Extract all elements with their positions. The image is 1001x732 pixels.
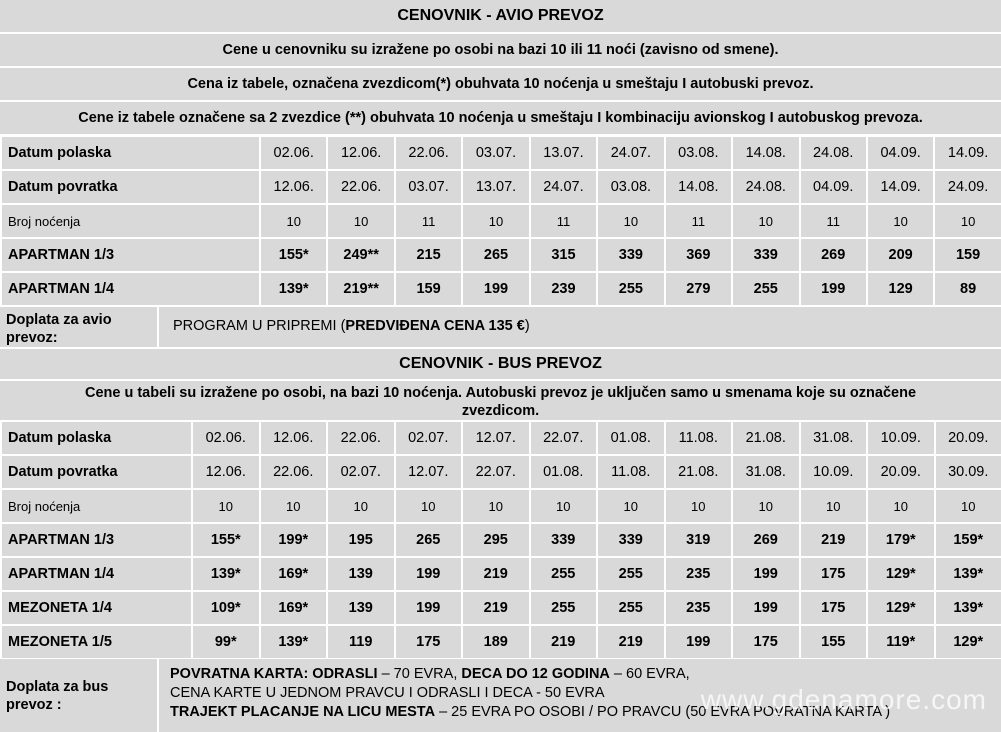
avio-cell: 339 [597, 238, 664, 272]
avio-cell: 255 [597, 272, 664, 306]
avio-row-label: Broj noćenja [1, 204, 260, 238]
bus-cell: 155 [800, 625, 868, 659]
avio-note-3: Cene iz tabele označene sa 2 zvezdice (**) obuhvata 10 noćenja u smeštaju I kombinaciju avionskog I autobuskog prevoza. [0, 102, 1001, 134]
bus-cell: 31.08. [732, 455, 800, 489]
bus-row [1, 455, 1001, 489]
bus-cell: 109* [192, 591, 260, 625]
bus-cell: 10 [732, 489, 800, 523]
bus-cell: 11.08. [665, 421, 733, 455]
bus-cell: 189 [462, 625, 530, 659]
bus-cell: 12.06. [260, 421, 328, 455]
bus-cell: 139* [935, 557, 1001, 591]
avio-row-label: APARTMAN 1/4 [1, 272, 260, 306]
bus-cell: 119 [327, 625, 395, 659]
avio-cell: 10 [462, 204, 529, 238]
avio-cell: 03.07. [395, 170, 462, 204]
avio-cell: 279 [665, 272, 732, 306]
bus-cell: 195 [327, 523, 395, 557]
bus-cell: 175 [800, 591, 868, 625]
avio-cell: 13.07. [530, 136, 597, 170]
bus-cell: 265 [395, 523, 463, 557]
avio-doplata-close: ) [524, 318, 530, 334]
bus-cell: 10 [462, 489, 530, 523]
bus-cell: 199 [395, 557, 463, 591]
avio-cell: 315 [530, 238, 597, 272]
avio-note-2: Cena iz tabele, označena zvezdicom(*) obuhvata 10 noćenja u smeštaju I autobuski prevoz. [0, 68, 1001, 100]
avio-cell: 10 [597, 204, 664, 238]
bus-cell: 339 [597, 523, 665, 557]
avio-cell: 199 [800, 272, 867, 306]
avio-cell: 89 [934, 272, 1001, 306]
avio-doplata-label-line2: prevoz: [6, 330, 58, 346]
bus-cell: 219 [530, 625, 598, 659]
bus-cell: 129* [935, 625, 1001, 659]
bus-cell: 21.08. [732, 421, 800, 455]
avio-cell: 209 [867, 238, 934, 272]
avio-cell: 219** [327, 272, 394, 306]
bus-cell: 22.06. [260, 455, 328, 489]
bus-cell: 139* [935, 591, 1001, 625]
bus-cell: 01.08. [597, 421, 665, 455]
bus-row [1, 489, 1001, 523]
avio-row-label: Datum polaska [1, 136, 260, 170]
bus-cell: 10 [530, 489, 598, 523]
avio-row-label: Datum povratka [1, 170, 260, 204]
avio-cell: 11 [530, 204, 597, 238]
bus-cell: 10 [665, 489, 733, 523]
bus-cell: 10 [935, 489, 1001, 523]
avio-cell: 22.06. [327, 170, 394, 204]
bus-cell: 10 [192, 489, 260, 523]
avio-cell: 24.09. [934, 170, 1001, 204]
bus-cell: 219 [462, 557, 530, 591]
bus-cell: 119* [867, 625, 935, 659]
bus-cell: 22.06. [327, 421, 395, 455]
avio-cell: 239 [530, 272, 597, 306]
bus-cell: 175 [732, 625, 800, 659]
bus-cell: 219 [800, 523, 868, 557]
bus-cell: 30.09. [935, 455, 1001, 489]
bus-cell: 199 [732, 557, 800, 591]
return-ticket-adults-price: – 70 EVRA, [377, 666, 462, 682]
bus-cell: 129* [867, 557, 935, 591]
avio-cell: 12.06. [260, 170, 327, 204]
bus-cell: 12.06. [192, 455, 260, 489]
bus-doplata-label [0, 659, 157, 732]
bus-cell: 175 [800, 557, 868, 591]
bus-cell: 235 [665, 591, 733, 625]
bus-cell: 139* [192, 557, 260, 591]
avio-cell: 03.08. [597, 170, 664, 204]
avio-doplata-label-line1: Doplata za avio [6, 312, 112, 328]
avio-cell: 155* [260, 238, 327, 272]
avio-cell: 255 [732, 272, 799, 306]
avio-cell: 369 [665, 238, 732, 272]
bus-row-label: APARTMAN 1/3 [1, 523, 192, 557]
bus-cell: 255 [597, 591, 665, 625]
bus-row-label: Datum polaska [1, 421, 192, 455]
bus-note-line2: zvezdicom. [461, 403, 540, 419]
avio-doplata-price: PREDVIĐENA CENA 135 € [345, 318, 525, 334]
avio-cell: 14.08. [732, 136, 799, 170]
bus-cell: 199 [395, 591, 463, 625]
avio-row [1, 204, 1001, 238]
avio-cell: 10 [934, 204, 1001, 238]
bus-cell: 20.09. [935, 421, 1001, 455]
ferry-payment: TRAJEKT PLACANJE NA LICU MESTA [170, 704, 436, 720]
avio-cell: 12.06. [327, 136, 394, 170]
avio-cell: 24.08. [732, 170, 799, 204]
bus-cell: 99* [192, 625, 260, 659]
bus-cell: 11.08. [597, 455, 665, 489]
bus-row-label: APARTMAN 1/4 [1, 557, 192, 591]
bus-cell: 169* [260, 591, 328, 625]
bus-cell: 199 [732, 591, 800, 625]
avio-cell: 11 [800, 204, 867, 238]
avio-cell: 159 [395, 272, 462, 306]
avio-row [1, 136, 1001, 170]
avio-cell: 24.08. [800, 136, 867, 170]
bus-cell: 199* [260, 523, 328, 557]
bus-row-label: MEZONETA 1/4 [1, 591, 192, 625]
avio-doplata-program: PROGRAM U PRIPREMI ( [173, 318, 346, 334]
avio-cell: 269 [800, 238, 867, 272]
bus-cell: 10 [260, 489, 328, 523]
bus-cell: 219 [597, 625, 665, 659]
bus-title: CENOVNIK - BUS PREVOZ [0, 349, 1001, 379]
bus-row [1, 557, 1001, 591]
return-ticket-children: DECA DO 12 GODINA [461, 666, 610, 682]
watermark-text: www.gdenamore.com [700, 684, 987, 715]
bus-cell: 12.07. [395, 455, 463, 489]
bus-note [0, 381, 1001, 421]
bus-cell: 10 [597, 489, 665, 523]
bus-row-label: Broj noćenja [1, 489, 192, 523]
ferry-payment-price: – 25 EVRA PO OSOBI / PO PRAVCU (50 EVRA POVRATNA KARTA ) [435, 704, 891, 720]
bus-cell: 155* [192, 523, 260, 557]
bus-cell: 22.07. [462, 455, 530, 489]
avio-cell: 11 [665, 204, 732, 238]
bus-cell: 10 [800, 489, 868, 523]
bus-cell: 20.09. [867, 455, 935, 489]
bus-row [1, 625, 1001, 659]
bus-cell: 255 [597, 557, 665, 591]
bus-cell: 235 [665, 557, 733, 591]
bus-note-line1: Cene u tabeli su izražene po osobi, na bazi 10 noćenja. Autobuski prevoz je uključen samo u smenama koje su označene [84, 385, 917, 401]
bus-doplata-line2: CENA KARTE U JEDNOM PRAVCU I ODRASLI I DECA - 50 EVRA [170, 685, 605, 701]
avio-cell: 04.09. [867, 136, 934, 170]
bus-cell: 10.09. [800, 455, 868, 489]
return-ticket-children-price: – 60 EVRA, [609, 666, 690, 682]
bus-cell: 01.08. [530, 455, 598, 489]
avio-cell: 03.07. [462, 136, 529, 170]
bus-cell: 10 [395, 489, 463, 523]
avio-cell: 339 [732, 238, 799, 272]
bus-cell: 175 [395, 625, 463, 659]
avio-row [1, 238, 1001, 272]
avio-cell: 24.07. [530, 170, 597, 204]
avio-cell: 11 [395, 204, 462, 238]
avio-cell: 03.08. [665, 136, 732, 170]
bus-cell: 199 [665, 625, 733, 659]
return-ticket-adults: POVRATNA KARTA: ODRASLI [170, 666, 378, 682]
bus-cell: 02.06. [192, 421, 260, 455]
avio-cell: 249** [327, 238, 394, 272]
avio-doplata-text [159, 307, 1001, 347]
avio-cell: 129 [867, 272, 934, 306]
bus-cell: 12.07. [462, 421, 530, 455]
avio-row-label: APARTMAN 1/3 [1, 238, 260, 272]
bus-cell: 169* [260, 557, 328, 591]
bus-cell: 10 [327, 489, 395, 523]
avio-title: CENOVNIK - AVIO PREVOZ [0, 0, 1001, 32]
avio-cell: 02.06. [260, 136, 327, 170]
avio-cell: 199 [462, 272, 529, 306]
bus-cell: 269 [732, 523, 800, 557]
avio-cell: 10 [867, 204, 934, 238]
bus-cell: 129* [867, 591, 935, 625]
avio-cell: 265 [462, 238, 529, 272]
avio-cell: 24.07. [597, 136, 664, 170]
avio-price-table [0, 135, 1001, 307]
avio-row [1, 170, 1001, 204]
bus-cell: 10 [867, 489, 935, 523]
bus-row [1, 523, 1001, 557]
avio-cell: 159 [934, 238, 1001, 272]
bus-cell: 21.08. [665, 455, 733, 489]
avio-cell: 13.07. [462, 170, 529, 204]
avio-cell: 10 [732, 204, 799, 238]
bus-cell: 179* [867, 523, 935, 557]
avio-doplata-label [0, 307, 157, 347]
bus-cell: 219 [462, 591, 530, 625]
avio-note-1: Cene u cenovniku su izražene po osobi na bazi 10 ili 11 noći (zavisno od smene). [0, 34, 1001, 66]
bus-cell: 139* [260, 625, 328, 659]
bus-price-table [0, 420, 1001, 660]
bus-cell: 31.08. [800, 421, 868, 455]
avio-cell: 14.08. [665, 170, 732, 204]
bus-cell: 139 [327, 557, 395, 591]
avio-cell: 14.09. [867, 170, 934, 204]
avio-cell: 22.06. [395, 136, 462, 170]
bus-cell: 22.07. [530, 421, 598, 455]
bus-cell: 10.09. [867, 421, 935, 455]
bus-doplata-line1 [170, 665, 1001, 684]
avio-cell: 04.09. [800, 170, 867, 204]
avio-cell: 10 [327, 204, 394, 238]
bus-cell: 02.07. [327, 455, 395, 489]
bus-cell: 295 [462, 523, 530, 557]
bus-cell: 02.07. [395, 421, 463, 455]
bus-doplata-label-line1: Doplata za bus [6, 679, 109, 695]
bus-cell: 255 [530, 591, 598, 625]
bus-cell: 139 [327, 591, 395, 625]
bus-doplata-label-line2: prevoz : [6, 697, 62, 713]
bus-cell: 319 [665, 523, 733, 557]
bus-cell: 159* [935, 523, 1001, 557]
avio-cell: 10 [260, 204, 327, 238]
avio-cell: 215 [395, 238, 462, 272]
bus-cell: 255 [530, 557, 598, 591]
bus-row-label: Datum povratka [1, 455, 192, 489]
bus-cell: 339 [530, 523, 598, 557]
bus-row-label: MEZONETA 1/5 [1, 625, 192, 659]
bus-row [1, 591, 1001, 625]
avio-cell: 139* [260, 272, 327, 306]
avio-cell: 14.09. [934, 136, 1001, 170]
bus-row [1, 421, 1001, 455]
avio-row [1, 272, 1001, 306]
